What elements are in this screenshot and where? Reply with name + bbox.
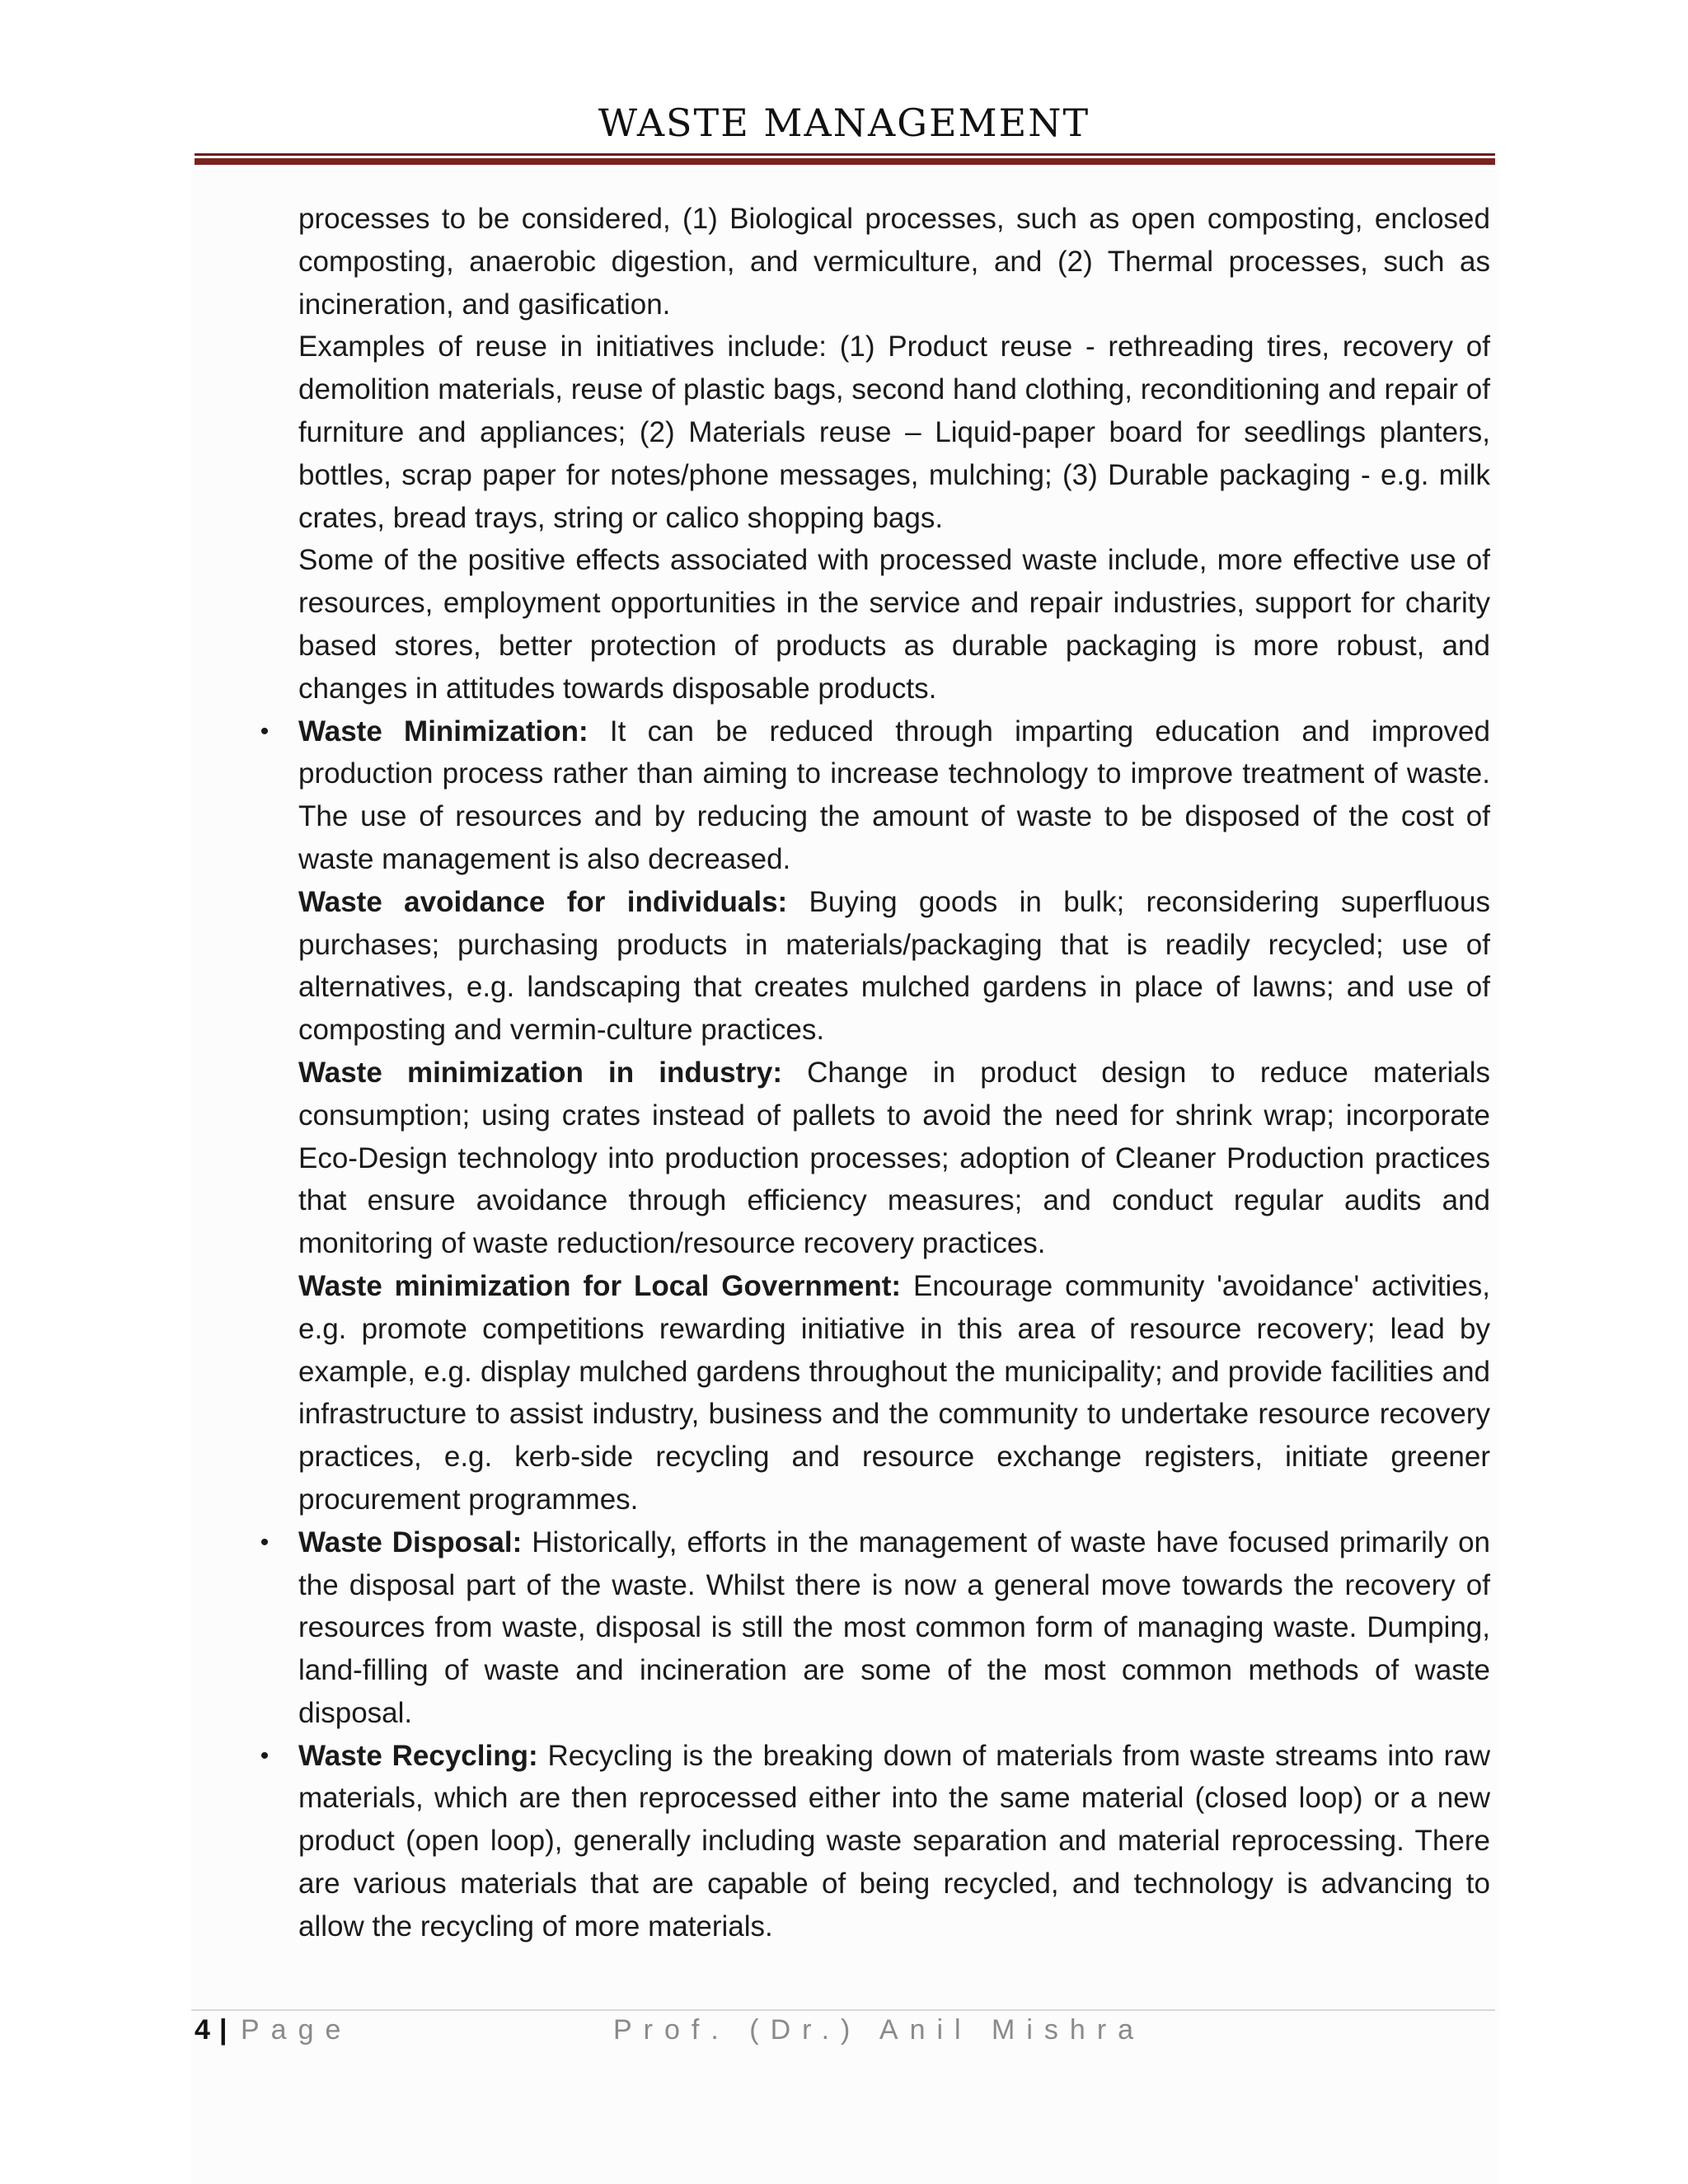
government-heading: Waste minimization for Local Government: (298, 1269, 902, 1302)
bullet-icon: • (260, 717, 270, 745)
government-paragraph (298, 1265, 1490, 1521)
document-header-title: WASTE MANAGEMENT (598, 101, 1090, 145)
footer-separator: | (219, 2014, 227, 2046)
industry-heading: Waste minimization in industry: (298, 1056, 782, 1089)
waste-disposal-heading: Waste Disposal: (298, 1526, 523, 1558)
waste-disposal-paragraph (298, 1521, 1490, 1735)
individuals-paragraph (298, 881, 1490, 1052)
page-footer (191, 2011, 1495, 2052)
waste-recycling-heading: Waste Recycling: (298, 1739, 538, 1772)
document-body (260, 198, 1491, 1948)
list-item-waste-disposal (260, 1521, 1490, 1735)
industry-text: Change in product design to reduce materials consumption; using crates instead of pallets to avoid the need for shrink wrap; incorporate Eco-Design technology into production processes; adoption of Cleaner Production practices that ensure avoidance through efficiency measures; and conduct regular audits and monitoring of waste reduction/resource recovery practices. (298, 1056, 1490, 1260)
waste-disposal-text: Historically, efforts in the management of waste have focused primarily on the disposal part of the waste. Whilst there is now a general move towards the recovery of resources from waste, disposal is still the most common form of managing waste. Dumping, land-filling of waste and incineration are some of the most common methods of waste disposal. (298, 1526, 1490, 1729)
bullet-icon: • (260, 1528, 270, 1556)
waste-minimization-paragraph (298, 710, 1490, 881)
page-label: Page (241, 2014, 353, 2046)
waste-recycling-text: Recycling is the breaking down of materials from waste streams into raw materials, which are then reprocessed either into the same material (closed loop) or a new product (open loop), generally including waste separation and material reprocessing. There are various materials that are capable of being recycled, and technology is advancing to allow the recycling of more materials. (298, 1739, 1491, 1943)
waste-minimization-heading: Waste Minimization: (298, 715, 588, 748)
body-paragraph-processes: processes to be considered, (1) Biological processes, such as open composting, enclosed composting, anaerobic digestion, and vermiculture, and (2) Thermal processes, such as incineration, and gasification. (298, 203, 1490, 321)
author-name: Prof. (Dr.) Anil Mishra (613, 2014, 1146, 2046)
waste-recycling-paragraph (298, 1735, 1490, 1948)
body-paragraph-positive-effects: Some of the positive effects associated with processed waste include, more effective use of resources, employment opportunities in the service and repair industries, support for charity based stores, better protection of products as durable packaging is more robust, and changes in attitudes towards disposable products. (298, 544, 1490, 705)
list-item-waste-minimization (260, 710, 1490, 1521)
industry-paragraph (298, 1052, 1490, 1265)
body-paragraph-reuse-examples: Examples of reuse in initiatives include: (1) Product reuse - rethreading tires, recovery of demolition materials, reuse of plastic bags, second hand clothing, reconditioning and repair of furniture and appliances; (2) Materials reuse – Liquid-paper board for seedlings planters, bottles, scrap paper for notes/phone messages, mulching; (3) Durable packaging - e.g. milk crates, bread trays, string or calico shopping bags. (298, 330, 1490, 534)
header-divider (195, 153, 1495, 165)
page-number: 4 (195, 2014, 210, 2046)
individuals-heading: Waste avoidance for individuals: (298, 885, 788, 918)
bullet-icon: • (260, 1741, 270, 1769)
individuals-text: Buying goods in bulk; reconsidering superfluous purchases; purchasing products in materials/packaging that is readily recycled; use of alternatives, e.g. landscaping that creates mulched gardens in place of lawns; and use of composting and vermin-culture practices. (298, 885, 1490, 1047)
waste-minimization-text: It can be reduced through imparting education and improved production process rather than aiming to increase technology to improve treatment of waste. The use of resources and by reducing the amount of waste to be disposed of the cost of waste management is also decreased. (298, 715, 1490, 875)
list-item-waste-recycling (260, 1735, 1491, 1948)
government-text: Encourage community 'avoidance' activities, e.g. promote competitions rewarding initiative in this area of resource recovery; lead by example, e.g. display mulched gardens throughout the municipality; and provide facilities and infrastructure to assist industry, business and the community to undertake resource recovery practices, e.g. kerb-side recycling and resource exchange registers, initiate greener procurement programmes. (298, 1269, 1490, 1516)
